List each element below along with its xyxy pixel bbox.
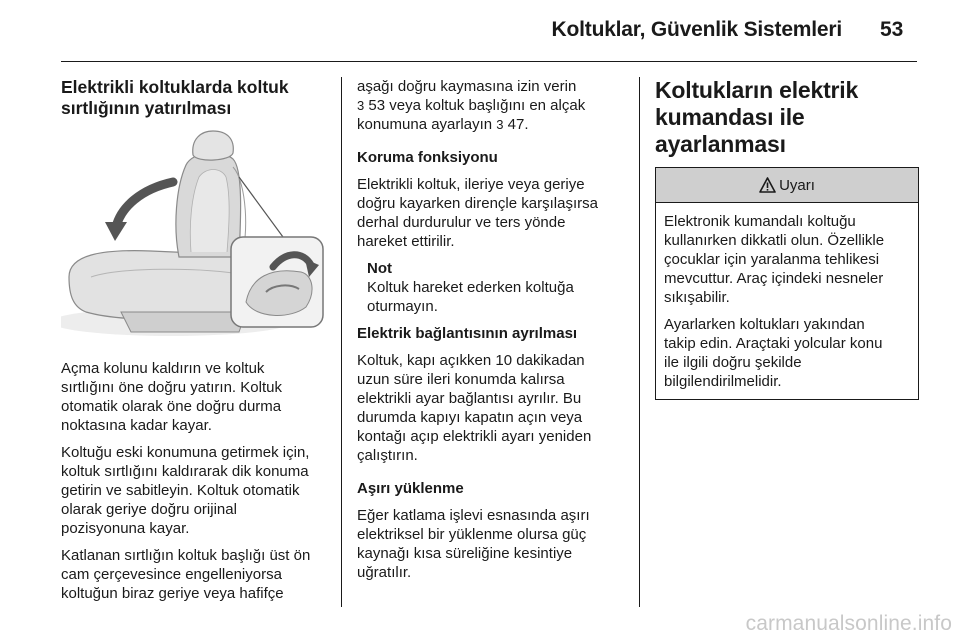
paragraph-headrest-obstruction: Katlanan sırtlığın koltuk başlığı üst ön cam çerçevesince engelleniyorsa koltuğun biraz geriye veya hafifçe [61,547,311,602]
subheading-protection: Koruma fonksiyonu [357,149,498,166]
subheading-disconnect: Elektrik bağlantısının ayrılması [357,325,578,342]
warning-body [656,203,918,391]
watermark: carmanualsonline.info [745,612,952,635]
section-heading-electric-adjustment: Koltukların elektrik kumandası ile ayarlanması [655,77,859,157]
running-header-title: Koltuklar, Güvenlik Sistemleri [551,18,842,41]
paragraph-fold-instructions: Açma kolunu kaldırın ve koltuk sırtlığını öne doğru yatırın. Koltuk otomatik olarak öne doğru durma noktasına kadar kayar. [61,360,282,434]
column-divider-2 [639,77,640,607]
subheading-overload: Aşırı yüklenme [357,480,464,497]
section-heading-seatback-fold: Elektrikli koltuklarda koltuk sırtlığının yatırılması [61,77,289,118]
column-divider-1 [341,77,342,607]
paragraph-overload: Eğer katlama işlevi esnasında aşırı elektriksel bir yüklenme olursa güç kaynağı kısa süreliğine kesintiye uğratılır. [357,507,590,581]
warning-label: Uyarı [779,176,815,194]
page-reference-arrow-icon: 3 [357,98,365,113]
note-block [367,259,622,316]
warning-paragraph-2: Ayarlarken koltukları yakından takip edin. Araçtaki yolcular konu ile ilgili doğru şekilde bilgilendirilmelidir. [664,316,883,390]
column-1 [61,77,326,611]
warning-paragraph-1: Elektronik kumandalı koltuğu kullanırken dikkatli olun. Özellikle çocuklar için yaralanma tehlikesi mevcuttur. Araç içindeki nesneler sıkışabilir. [664,213,885,306]
paragraph-return-instructions: Koltuğu eski konumuna getirmek için, koltuk sırtlığını kaldırarak dik konuma getirin ve sabitleyin. Koltuk otomatik olarak geriye doğru orijinal pozisyonuna kayar. [61,444,310,537]
paragraph-protection: Elektrikli koltuk, ileriye veya geriye doğru kayarken dirençle karşılaşırsa derhal durdurulur ve ters yönde hareket ettirilir. [357,176,598,250]
column-2 [357,77,622,590]
paragraph-continuation: aşağı doğru kaymasına izin verin 3 53 veya koltuk başlığını en alçak konumuna ayarlayın 3 47. [357,78,586,133]
page-reference-arrow-icon: 3 [496,117,504,132]
warning-box [655,167,919,400]
page-number: 53 [880,18,904,41]
column-3 [655,77,920,400]
warning-triangle-icon [759,177,776,193]
header-rule [61,61,917,62]
note-heading: Not [367,260,392,277]
warning-header [656,168,918,203]
seat-illustration [61,127,326,339]
paragraph-disconnect: Koltuk, kapı açıkken 10 dakikadan uzun süre ileri konumda kalırsa elektrikli ayar bağlantısı ayrılır. Bu durumda kapıyı kapatın açın veya kontağı açıp elektrikli ayarı yeniden çalıştırın. [357,352,592,464]
note-text: Koltuk hareket ederken koltuğa oturmayın. [367,279,574,315]
